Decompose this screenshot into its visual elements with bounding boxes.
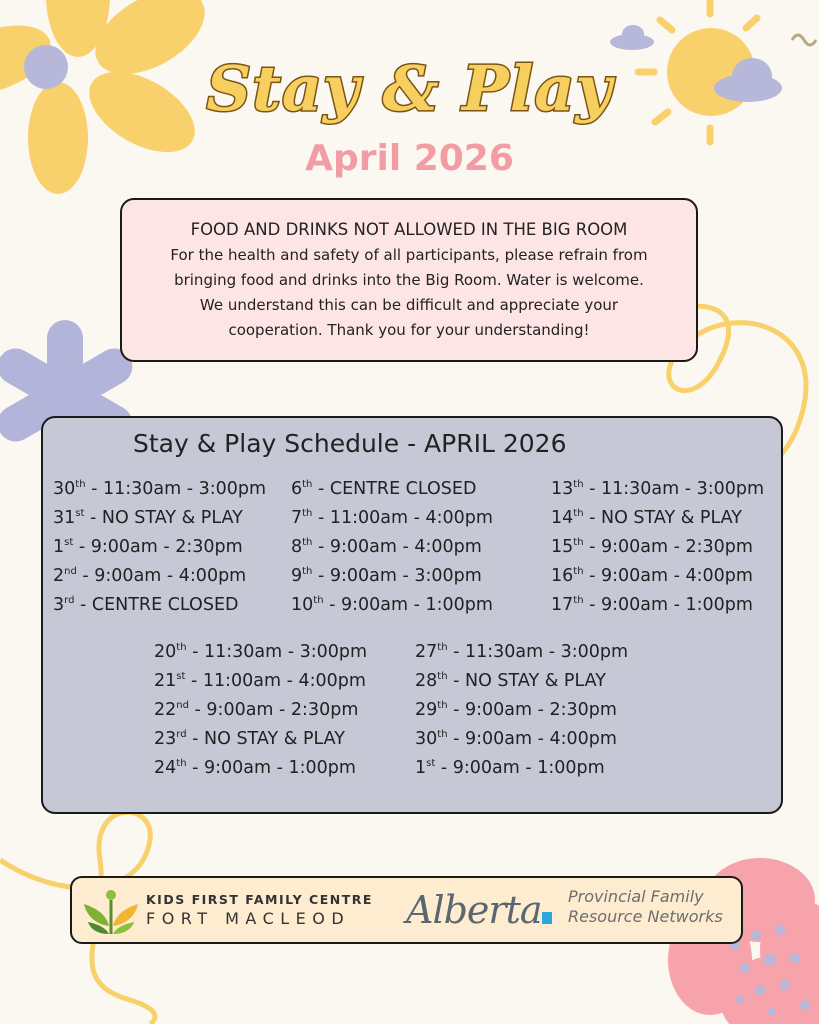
- schedule-day-suffix: th: [75, 479, 86, 491]
- schedule-entry: [291, 591, 493, 620]
- schedule-day: 28: [415, 671, 438, 691]
- schedule-entry: [53, 475, 266, 504]
- schedule-hours: - 9:00am - 2:30pm: [583, 537, 753, 557]
- schedule-entry: [53, 533, 266, 562]
- kids-first-logo-icon: [82, 886, 140, 936]
- schedule-entry: [415, 754, 628, 783]
- notice-line: bringing food and drinks into the Big Room. Water is welcome.: [174, 271, 644, 289]
- schedule-day-suffix: th: [573, 479, 584, 491]
- schedule-entry: [415, 667, 628, 696]
- schedule-day: 20: [154, 642, 177, 662]
- notice-box: [120, 198, 698, 362]
- notice-line: cooperation. Thank you for your understanding!: [228, 321, 590, 339]
- network-line2: Resource Networks: [568, 907, 723, 926]
- schedule-day-suffix: st: [75, 508, 85, 520]
- schedule-hours: - 11:30am - 3:00pm: [85, 479, 267, 499]
- schedule-hours: - 11:30am - 3:00pm: [583, 479, 765, 499]
- schedule-column: [53, 475, 266, 620]
- schedule-day-suffix: st: [64, 537, 74, 549]
- schedule-hours: - NO STAY & PLAY: [447, 671, 606, 691]
- schedule-column: [154, 638, 367, 783]
- schedule-hours: - 9:00am - 3:00pm: [312, 566, 482, 586]
- schedule-day: 8: [291, 537, 303, 557]
- schedule-entry: [551, 591, 764, 620]
- schedule-day: 31: [53, 508, 76, 528]
- schedule-day: 1: [53, 537, 65, 557]
- schedule-hours: - 11:30am - 3:00pm: [447, 642, 629, 662]
- network-name: [568, 887, 723, 927]
- schedule-day: 24: [154, 758, 177, 778]
- schedule-entry: [291, 533, 493, 562]
- schedule-day: 27: [415, 642, 438, 662]
- schedule-entry: [291, 562, 493, 591]
- schedule-day-suffix: th: [437, 729, 448, 741]
- schedule-day: 22: [154, 700, 177, 720]
- notice-line: For the health and safety of all participants, please refrain from: [170, 246, 648, 264]
- schedule-day-suffix: th: [302, 537, 313, 549]
- schedule-hours: - CENTRE CLOSED: [74, 595, 239, 615]
- alberta-mark-icon: [542, 912, 552, 924]
- schedule-day: 10: [291, 595, 314, 615]
- schedule-day-suffix: st: [426, 758, 436, 770]
- schedule-hours: - 9:00am - 2:30pm: [447, 700, 617, 720]
- schedule-hours: - 9:00am - 1:00pm: [186, 758, 356, 778]
- alberta-logo: Alberta: [406, 888, 542, 932]
- schedule-day: 23: [154, 729, 177, 749]
- schedule-hours: - 9:00am - 4:00pm: [447, 729, 617, 749]
- schedule-hours: - 9:00am - 1:00pm: [583, 595, 753, 615]
- schedule-day-suffix: th: [302, 566, 313, 578]
- org-name-line2: FORT MACLEOD: [146, 909, 351, 928]
- schedule-hours: - 11:30am - 3:00pm: [186, 642, 368, 662]
- schedule-day-suffix: th: [573, 537, 584, 549]
- schedule-hours: - 9:00am - 4:00pm: [583, 566, 753, 586]
- schedule-day-suffix: th: [573, 508, 584, 520]
- schedule-day-suffix: th: [437, 671, 448, 683]
- schedule-entry: [551, 475, 764, 504]
- schedule-entry: [154, 638, 367, 667]
- schedule-entry: [53, 591, 266, 620]
- notice-line: We understand this can be difficult and appreciate your: [199, 296, 619, 314]
- schedule-hours: - 11:00am - 4:00pm: [185, 671, 366, 691]
- schedule-hours: - NO STAY & PLAY: [186, 729, 345, 749]
- schedule-box: [41, 416, 783, 814]
- schedule-entry: [154, 667, 367, 696]
- schedule-day: 7: [291, 508, 303, 528]
- schedule-day: 15: [551, 537, 574, 557]
- org-name-line1: KIDS FIRST FAMILY CENTRE: [146, 892, 373, 907]
- schedule-entry: [291, 504, 493, 533]
- schedule-entry: [551, 504, 764, 533]
- footer-logos: [70, 876, 743, 944]
- schedule-title: Stay & Play Schedule - APRIL 2026: [133, 429, 567, 458]
- schedule-day: 17: [551, 595, 574, 615]
- schedule-column: [291, 475, 493, 620]
- schedule-day-suffix: rd: [64, 595, 75, 607]
- network-line1: Provincial Family: [568, 887, 704, 906]
- schedule-hours: - 9:00am - 2:30pm: [73, 537, 243, 557]
- schedule-day-suffix: nd: [176, 700, 189, 712]
- schedule-hours: - CENTRE CLOSED: [312, 479, 477, 499]
- notice-heading: FOOD AND DRINKS NOT ALLOWED IN THE BIG ROOM: [190, 220, 628, 239]
- notice-body: [136, 243, 682, 343]
- schedule-column: [551, 475, 764, 620]
- schedule-hours: - NO STAY & PLAY: [583, 508, 742, 528]
- schedule-day: 21: [154, 671, 177, 691]
- schedule-entry: [154, 754, 367, 783]
- schedule-entry: [291, 475, 493, 504]
- schedule-day-suffix: st: [176, 671, 186, 683]
- schedule-entry: [53, 504, 266, 533]
- schedule-day-suffix: th: [176, 642, 187, 654]
- schedule-entry: [415, 696, 628, 725]
- schedule-hours: - 11:00am - 4:00pm: [312, 508, 493, 528]
- org-name: [146, 892, 373, 928]
- schedule-day-suffix: th: [437, 700, 448, 712]
- schedule-day: 2: [53, 566, 65, 586]
- schedule-entry: [415, 725, 628, 754]
- schedule-day: 3: [53, 595, 65, 615]
- schedule-day-suffix: th: [313, 595, 324, 607]
- schedule-day: 16: [551, 566, 574, 586]
- schedule-entry: [551, 562, 764, 591]
- schedule-day: 14: [551, 508, 574, 528]
- schedule-entry: [53, 562, 266, 591]
- schedule-day-suffix: th: [573, 595, 584, 607]
- schedule-entry: [154, 725, 367, 754]
- schedule-day-suffix: th: [176, 758, 187, 770]
- schedule-day-suffix: th: [302, 508, 313, 520]
- schedule-hours: - NO STAY & PLAY: [84, 508, 243, 528]
- schedule-hours: - 9:00am - 1:00pm: [323, 595, 493, 615]
- schedule-entry: [551, 533, 764, 562]
- schedule-day: 13: [551, 479, 574, 499]
- schedule-day: 1: [415, 758, 427, 778]
- schedule-hours: - 9:00am - 4:00pm: [76, 566, 247, 586]
- schedule-hours: - 9:00am - 1:00pm: [435, 758, 605, 778]
- schedule-day: 30: [53, 479, 76, 499]
- schedule-day-suffix: th: [302, 479, 313, 491]
- schedule-day-suffix: nd: [64, 566, 77, 578]
- schedule-day: 6: [291, 479, 303, 499]
- schedule-day: 9: [291, 566, 303, 586]
- schedule-day: 30: [415, 729, 438, 749]
- schedule-day-suffix: th: [437, 642, 448, 654]
- schedule-hours: - 9:00am - 2:30pm: [188, 700, 359, 720]
- schedule-entry: [154, 696, 367, 725]
- page-title: Stay & Play: [206, 52, 613, 125]
- schedule-entry: [415, 638, 628, 667]
- schedule-hours: - 9:00am - 4:00pm: [312, 537, 482, 557]
- schedule-column: [415, 638, 628, 783]
- schedule-day: 29: [415, 700, 438, 720]
- schedule-day-suffix: rd: [176, 729, 187, 741]
- page-subtitle: April 2026: [305, 138, 514, 179]
- schedule-day-suffix: th: [573, 566, 584, 578]
